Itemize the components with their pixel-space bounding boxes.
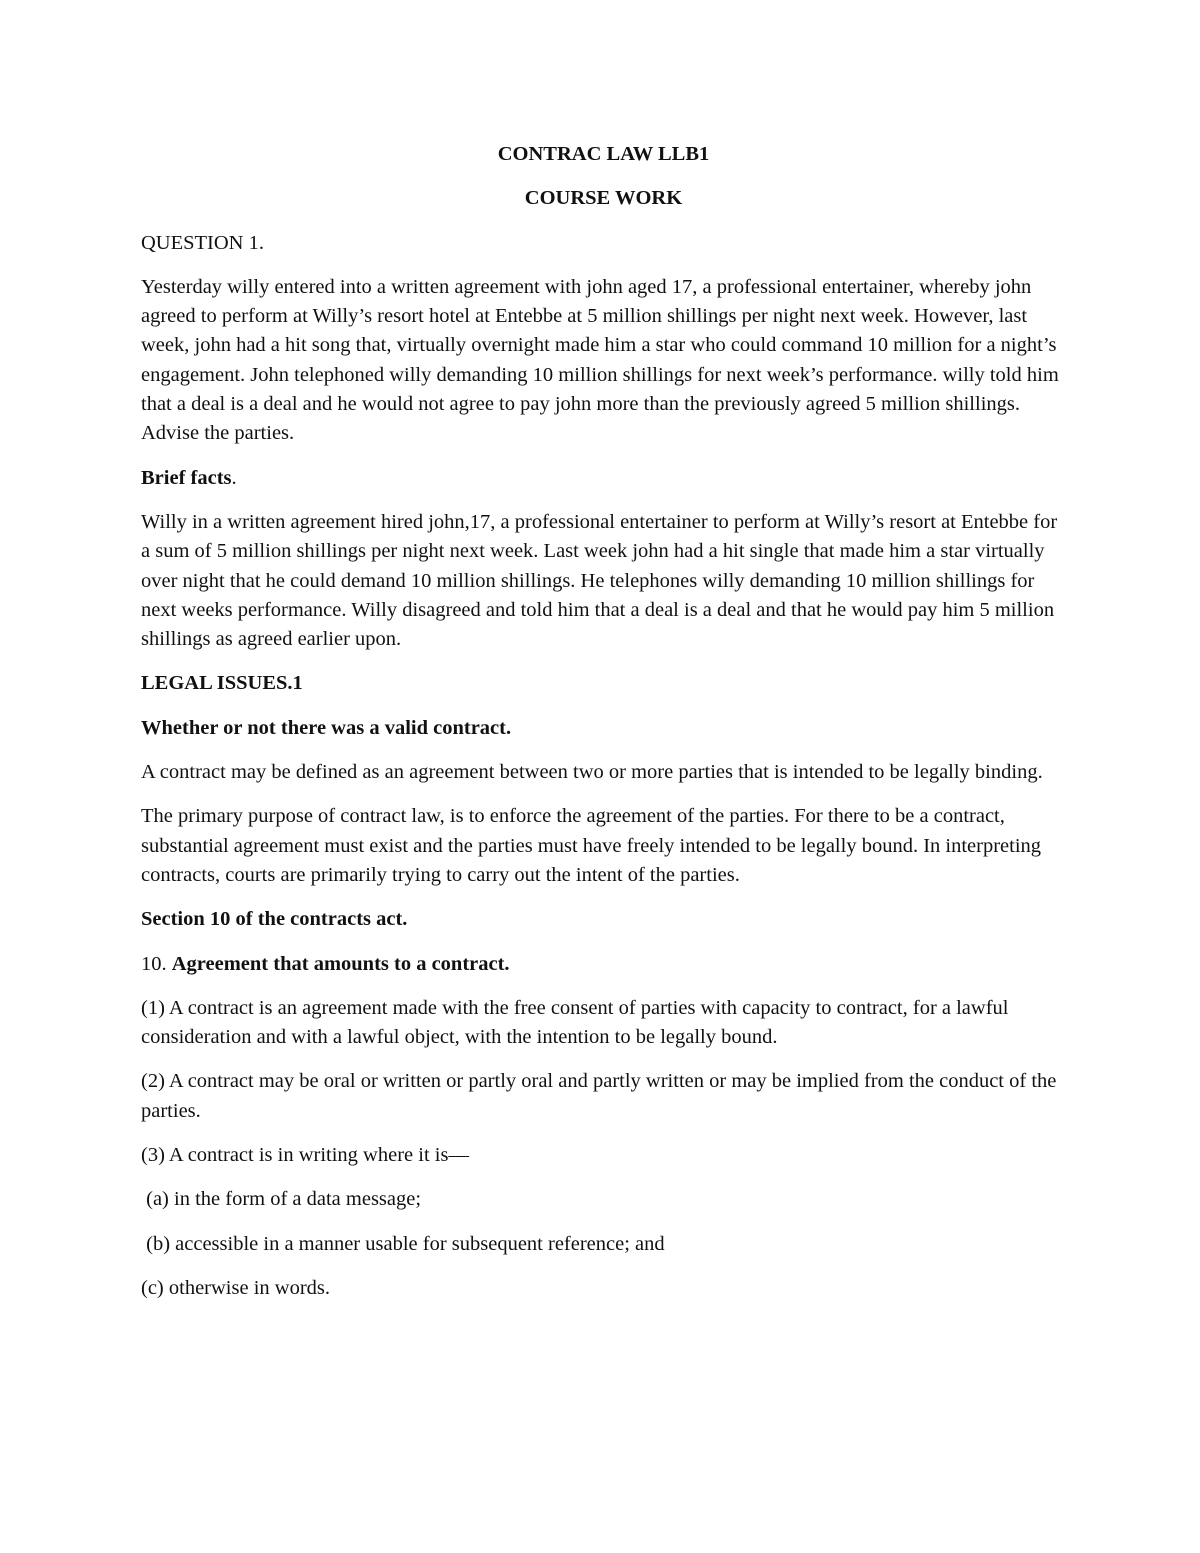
document-body <box>141 140 1066 1318</box>
document-subtitle: COURSE WORK <box>524 187 683 210</box>
section-title-line <box>141 950 1066 979</box>
subsection-1: (1) A contract is an agreement made with the free consent of parties with capacity to contract, for a lawful consideration and with a lawful object, with the intention to be legally bound. <box>141 996 1009 1049</box>
document-title: CONTRAC LAW LLB1 <box>497 143 710 165</box>
brief-facts-text: Willy in a written agreement hired john,17, a professional entertainer to perform at Willy’s resort at Entebbe for a sum of 5 million shillings per night next week. Last week john had a hit single that made him a star virtually over night that he could demand 10 million shillings. He telephones willy demanding 10 million shillings for next weeks performance. Willy disagreed and told him that a deal is a deal and that he would pay him 5 million shillings as agreed earlier upon. <box>141 510 1058 651</box>
brief-facts-heading: Brief facts <box>141 466 232 489</box>
purpose-paragraph: The primary purpose of contract law, is to enforce the agreement of the parties. For there to be a contract, substantial agreement must exist and the parties must have freely intended to be legally bound. In interpreting contracts, courts are primarily trying to carry out the intent of the parties. <box>141 805 1042 886</box>
legal-issues-heading: LEGAL ISSUES.1 <box>141 672 303 695</box>
subsection-3: (3) A contract is in writing where it is— <box>141 1144 469 1167</box>
definition-paragraph: A contract may be defined as an agreement between two or more parties that is intended to be legally binding. <box>141 761 1043 784</box>
subsection-2: (2) A contract may be oral or written or partly oral and partly written or may be implied from the conduct of the parties. <box>141 1070 1057 1122</box>
section-heading: Section 10 of the contracts act. <box>141 908 408 931</box>
question-heading: QUESTION 1. <box>141 231 264 254</box>
section-number: 10. <box>141 952 172 975</box>
subsection-3b: (b) accessible in a manner usable for subsequent reference; and <box>141 1232 665 1255</box>
brief-facts-heading-line <box>141 464 1066 493</box>
subsection-3a: (a) in the form of a data message; <box>141 1188 422 1211</box>
issue-heading: Whether or not there was a valid contract. <box>141 716 512 739</box>
section-title: Agreement that amounts to a contract. <box>171 952 510 975</box>
subsection-3c: (c) otherwise in words. <box>141 1276 331 1299</box>
question-text: Yesterday willy entered into a written agreement with john aged 17, a professional entertainer, whereby john agreed to perform at Willy’s resort hotel at Entebbe at 5 million shillings per night next week. However, last week, john had a hit song that, virtually overnight made him a star who could command 10 million for a night’s engagement. John telephoned willy demanding 10 million shillings for next week’s performance. willy told him that a deal is a deal and he would not agree to pay john more than the previously agreed 5 million shillings. Advise the parties. <box>141 275 1059 445</box>
brief-facts-period: . <box>231 466 237 489</box>
